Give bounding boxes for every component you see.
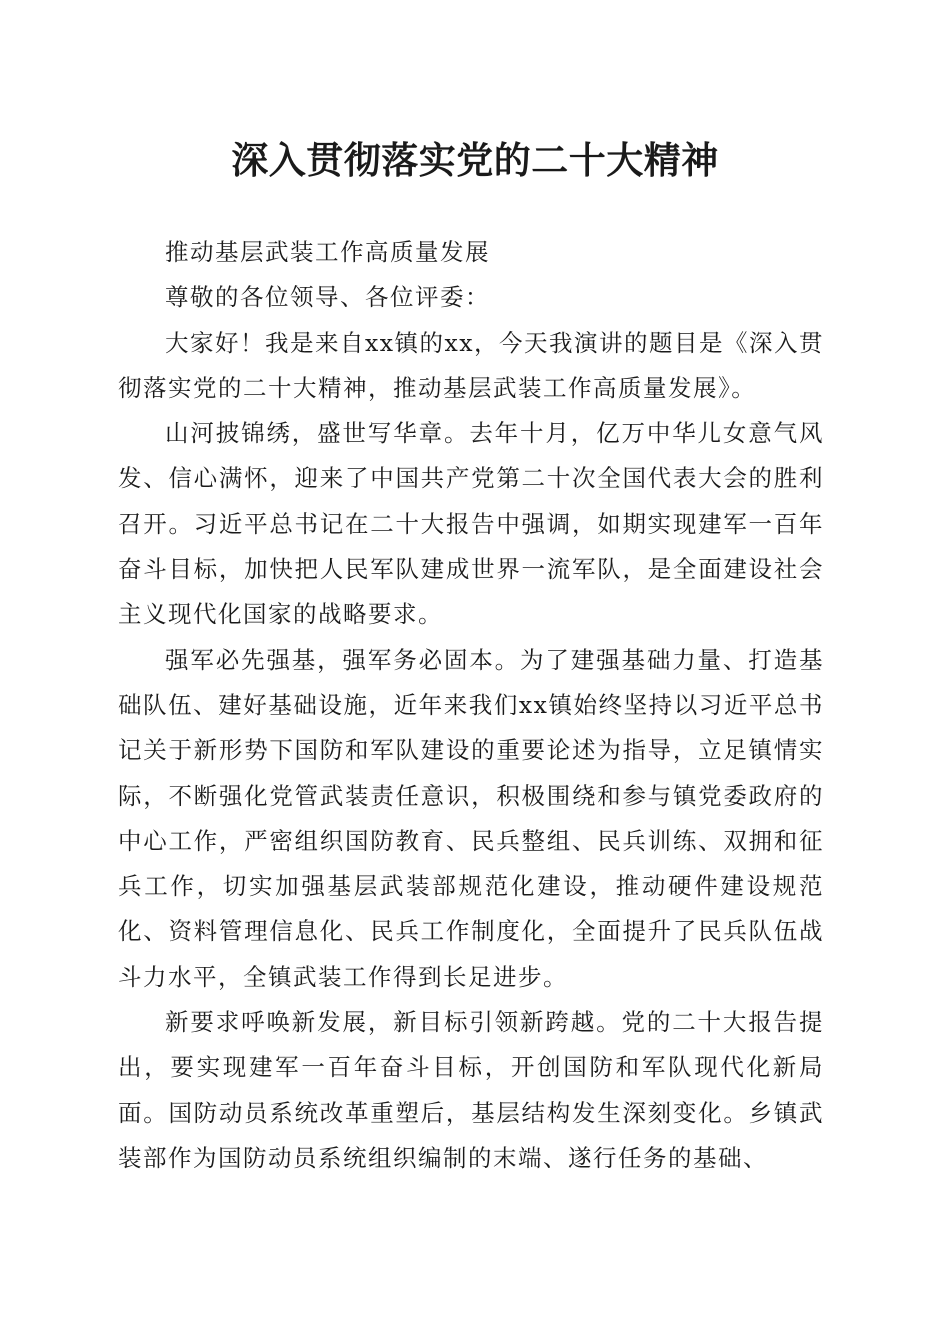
body-paragraph: 大家好！我是来自xx镇的xx，今天我演讲的题目是《深入贯彻落实党的二十大精神，推动基层武装工作高质量发展》。 [118, 328, 825, 402]
body-paragraph: 新要求呼唤新发展，新目标引领新跨越。党的二十大报告提出，要实现建军一百年奋斗目标，开创国防和军队现代化新局面。国防动员系统改革重塑后，基层结构发生深刻变化。乡镇武装部作为国防动员系统组织编制的末端、遂行任务的基础、 [118, 1008, 824, 1172]
salutation-paragraph: 尊敬的各位领导、各位评委： [165, 283, 490, 312]
body-paragraph: 山河披锦绣，盛世写华章。去年十月，亿万中华儿女意气风发、信心满怀，迎来了中国共产党第二十次全国代表大会的胜利召开。习近平总书记在二十大报告中强调，如期实现建军一百年奋斗目标，加快把人民军队建成世界一流军队，是全面建设社会主义现代化国家的战略要求。 [118, 419, 824, 629]
document-body [118, 230, 824, 1181]
subtitle-paragraph: 推动基层武装工作高质量发展 [165, 238, 490, 266]
document-title: 深入贯彻落实党的二十大精神 [231, 138, 719, 182]
body-paragraph: 强军必先强基，强军务必固本。为了建强基础力量、打造基础队伍、建好基础设施，近年来我们xx镇始终坚持以习近平总书记关于新形势下国防和军队建设的重要论述为指导，立足镇情实际，不断强化党管武装责任意识，积极围绕和参与镇党委政府的中心工作，严密组织国防教育、民兵整组、民兵训练、双拥和征兵工作，切实加强基层武装部规范化建设，推动硬件建设规范化、资料管理信息化、民兵工作制度化，全面提升了民兵队伍战斗力水平，全镇武装工作得到长足进步。 [118, 645, 824, 991]
